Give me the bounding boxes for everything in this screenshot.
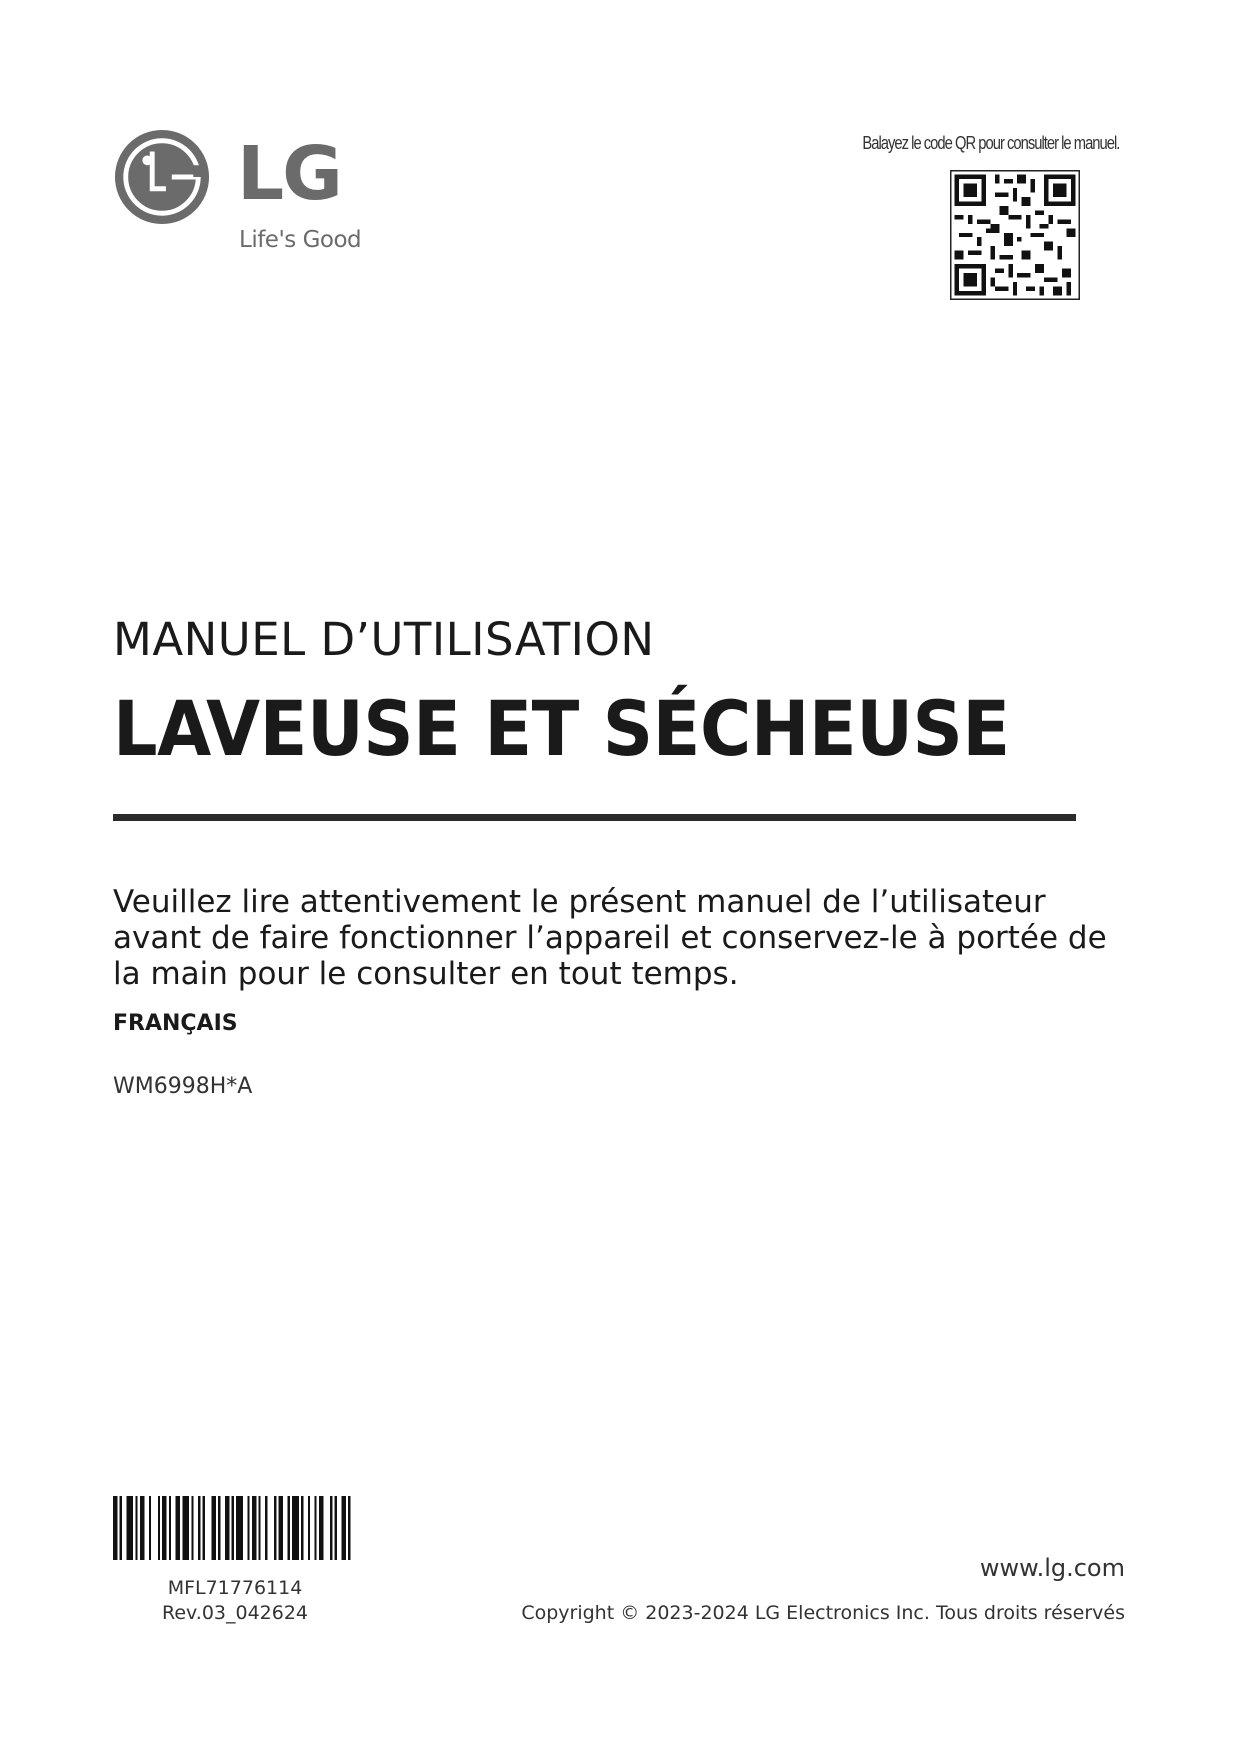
revision: Rev.03_042624 — [161, 1602, 309, 1624]
model-number: WM6998H*A — [113, 1074, 253, 1099]
lg-logo — [113, 128, 373, 258]
page-title: LAVEUSE ET SÉCHEUSE — [113, 684, 1010, 773]
intro-line: avant de faire fonctionner l’appareil et conservez-le à portée de — [113, 920, 1107, 956]
manual-subtitle: MANUEL D’UTILISATION — [113, 613, 655, 666]
brand-name: LG — [237, 131, 341, 217]
title-divider — [113, 814, 1076, 821]
lg-face-icon — [113, 128, 211, 226]
part-number: MFL71776114 — [167, 1577, 303, 1599]
qr-code-icon[interactable] — [950, 170, 1080, 300]
part-info — [113, 1576, 357, 1626]
copyright-notice: Copyright © 2023-2024 LG Electronics Inc. Tous droits réservés — [521, 1602, 1125, 1624]
intro-line: la main pour le consulter en tout temps. — [113, 956, 739, 992]
brand-tagline: Life's Good — [239, 227, 362, 253]
qr-caption: Balayez le code QR pour consulter le manuel. — [862, 133, 1119, 153]
language-label: FRANÇAIS — [113, 1011, 238, 1036]
intro-line: Veuillez lire attentivement le présent manuel de l’utilisateur — [113, 884, 1046, 920]
website-link[interactable]: www.lg.com — [979, 1554, 1125, 1582]
barcode-icon — [113, 1496, 357, 1560]
intro-text — [113, 884, 1107, 992]
